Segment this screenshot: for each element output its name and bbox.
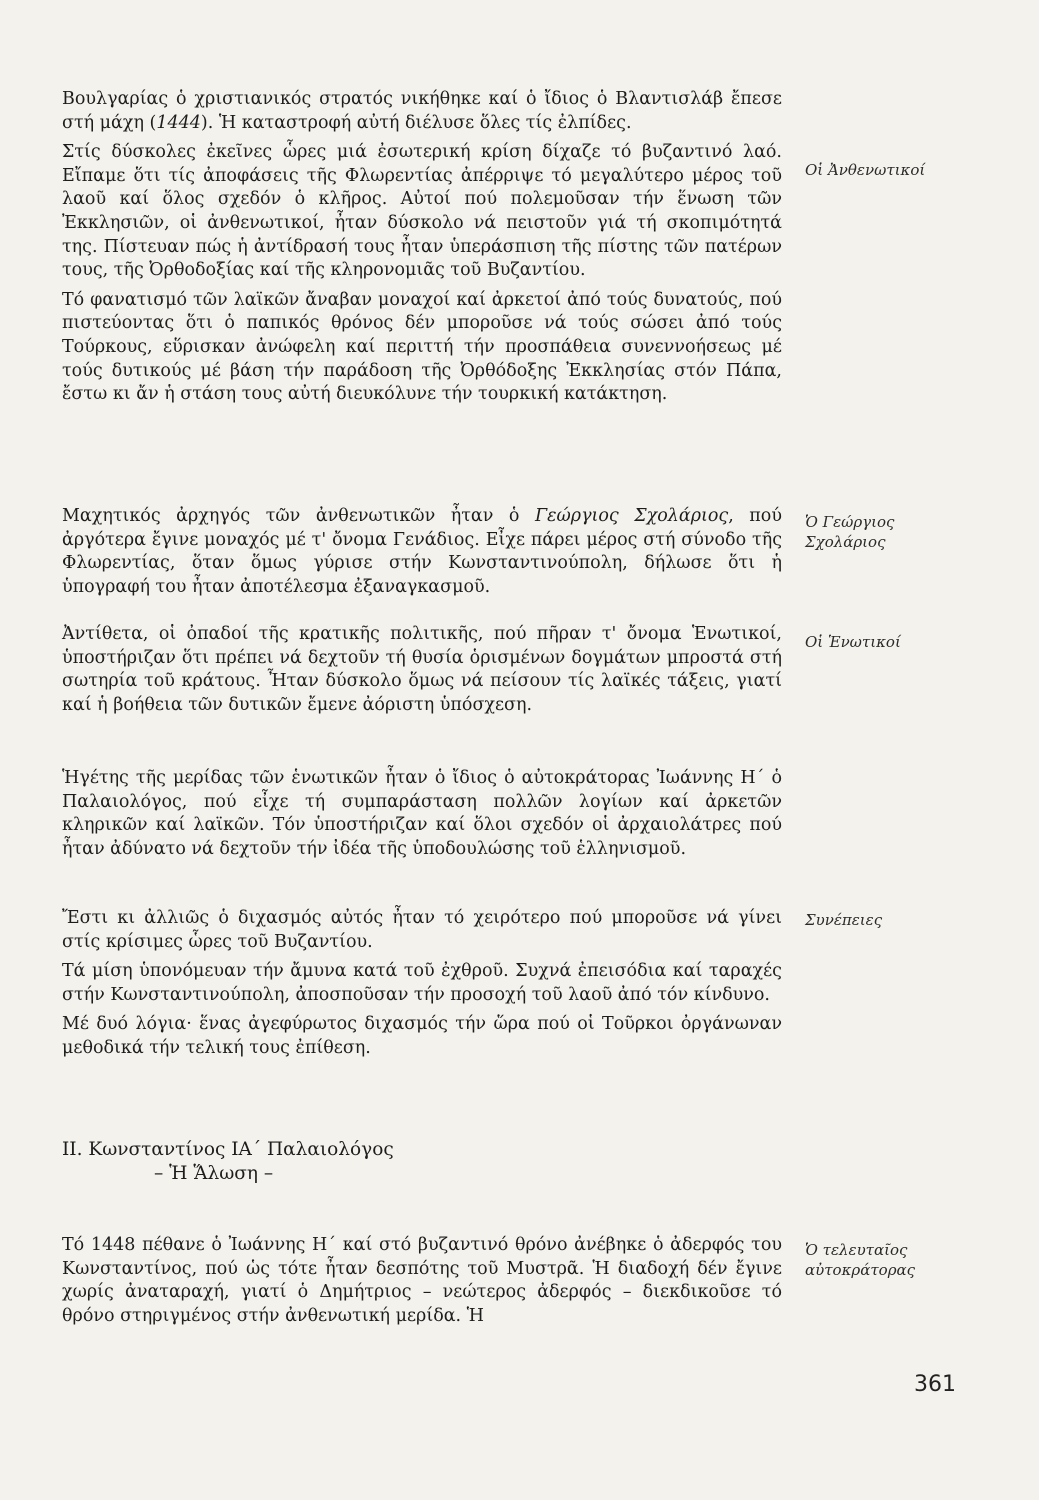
text-block-6 xyxy=(62,1234,782,1334)
margin-note-enotikoi: Οἱ Ἑνωτικοί xyxy=(805,633,901,651)
paragraph-4 xyxy=(62,505,782,599)
text-block-5 xyxy=(62,907,782,1067)
paragraph-8: Τά μίση ὑπονόμευαν τήν ἄμυνα κατά τοῦ ἐχθροῦ. Συχνά ἐπεισόδια καί ταραχές στήν Κωνσταντινούπολη, ἀποσποῦσαν τήν προσοχή τοῦ λαοῦ ἀπό τόν κίνδυνο. xyxy=(62,961,782,1005)
margin-note-synepeies: Συνέπειες xyxy=(805,911,883,929)
text-block-2 xyxy=(62,505,782,605)
name-georgios-scholarios: Γεώργιος Σχολάριος xyxy=(534,506,729,526)
paragraph-9: Μέ δυό λόγια· ἕνας ἀγεφύρωτος διχασμός τήν ὥρα πού οἱ Τοῦρκοι ὀργάνωναν μεθοδικά τήν τελική τους ἐπίθεση. xyxy=(62,1014,782,1058)
paragraph-6: Ἡγέτης τῆς μερίδας τῶν ἑνωτικῶν ἦταν ὁ ἴδιος ὁ αὐτοκράτορας Ἰωάννης Η΄ ὁ Παλαιολόγος, πού εἶχε τή συμπαράσταση πολλῶν λογίων καί ἀρκετῶν κληρικῶν καί λαϊκῶν. Τόν ὑποστήριζαν καί ὅλοι σχεδόν οἱ ἀρχαιολάτρες πού ἦταν ἀδύνατο νά δεχτοῦν τήν ἰδέα τῆς ὑποδουλώσης τοῦ ἑλληνισμοῦ. xyxy=(62,768,782,859)
paragraph-2: Στίς δύσκολες ἐκεῖνες ὧρες μιά ἐσωτερική κρίση δίχαζε τό βυζαντινό λαό. Εἴπαμε ὅτι τίς ἀποφάσεις τῆς Φλωρεντίας ἀπέρριψε τό μεγαλύτερο μέρος τοῦ λαοῦ καί ὅλος σχεδόν ὁ κλῆρος. Αὐτοί πού πολεμοῦσαν τήν ἕνωση τῶν Ἐκκλησιῶν, οἱ ἀνθενωτικοί, ἦταν δύσκολο νά πειστοῦν γιά τή σκοπιμότητά της. Πίστευαν πώς ἡ ἀντίδρασή τους ἦταν ὑπεράσπιση τῆς πίστης τῶν πατέρων τους, τῆς Ὀρθοδοξίας καί τῆς κληρονομιᾶς τοῦ Βυζαντίου. xyxy=(62,142,782,281)
year-1444: 1444 xyxy=(156,112,201,133)
paragraph-4-text-a: Μαχητικός ἀρχηγός τῶν ἀνθενωτικῶν ἦταν ὁ xyxy=(62,506,535,526)
section-title: ΙΙ. Κωνσταντίνος ΙΑ΄ Παλαιολόγος xyxy=(62,1139,394,1160)
paragraph-3: Τό φανατισμό τῶν λαϊκῶν ἄναβαν μοναχοί καί ἀρκετοί ἀπό τούς δυνατούς, πού πιστεύοντας ὅτι ὁ παπικός θρόνος δέν μποροῦσε νά τούς σώσει ἀπό τούς Τούρκους, εὕρισκαν ἀνώφελη καί περιττή τήν προσπάθεια συνεννοήσεως μέ τούς δυτικούς μέ βάση τήν παράδοση τῆς Ὀρθόδοξης Ἐκκλησίας στόν Πάπα, ἔστω κι ἄν ἡ στάση τους αὐτή διευκόλυνε τήν τουρκική κατάκτηση. xyxy=(62,289,782,405)
page-number: 361 xyxy=(914,1372,956,1397)
margin-note-teleutaios: Ὁ τελευταῖος αὐτοκράτορας xyxy=(805,1241,916,1279)
paragraph-1-text-b: ). Ἡ καταστροφή αὐτή διέλυσε ὅλες τίς ἐλπίδες. xyxy=(200,112,632,133)
text-block-1 xyxy=(62,88,782,413)
margin-note-georgios: Ὁ Γεώργιος Σχολάριος xyxy=(805,513,895,551)
text-block-3 xyxy=(62,623,782,723)
paragraph-5: Ἀντίθετα, οἱ ὀπαδοί τῆς κρατικῆς πολιτικῆς, πού πῆραν τ' ὄνομα Ἑνωτικοί, ὑποστήριζαν ὅτι πρέπει νά δεχτοῦν τή θυσία ὁρισμένων δογμάτων μπροστά στή σωτηρία τοῦ κράτους. Ἦταν δύσκολο ὅμως νά πείσουν τίς λαϊκές τάξεις, γιατί καί ἡ βοήθεια τῶν δυτικῶν ἔμενε ἀόριστη ὑπόσχεση. xyxy=(62,624,782,715)
paragraph-4-text-b: , πού ἀργότερα ἔγινε μοναχός μέ τ' ὄνομα Γενάδιος. Εἶχε πάρει μέρος στή σύνοδο τῆς Φλωρεντίας, ὅταν ὅμως γύρισε στήν Κωνσταντινούπολη, δήλωσε ὅτι ἡ ὑπογραφή του ἦταν ἀποτέλεσμα ἐξαναγκασμοῦ. xyxy=(62,506,782,597)
text-block-4 xyxy=(62,767,782,867)
paragraph-1-text-a: Βουλγαρίας ὁ χριστιανικός στρατός νικήθηκε καί ὁ ἴδιος ὁ Βλαντισλάβ ἔπεσε στή μάχη ( xyxy=(62,89,782,133)
paragraph-7: Ἔστι κι ἀλλιῶς ὁ διχασμός αὐτός ἦταν τό χειρότερο πού μποροῦσε νά γίνει στίς κρίσιμες ὧρες τοῦ Βυζαντίου. xyxy=(62,908,782,952)
paragraph-1 xyxy=(62,88,782,135)
margin-note-anthenotikoi: Οἱ Ἀνθενωτικοί xyxy=(805,161,926,179)
section-subtitle: – Ἡ Ἅλωση – xyxy=(154,1163,274,1184)
paragraph-10: Τό 1448 πέθανε ὁ Ἰωάννης Η΄ καί στό βυζαντινό θρόνο ἀνέβηκε ὁ ἀδερφός του Κωνσταντίνος, πού ὡς τότε ἦταν δεσπότης τοῦ Μυστρᾶ. Ἡ διαδοχή δέν ἔγινε χωρίς ἀναταραχή, γιατί ὁ Δημήτριος – νεώτερος ἀδερφός – διεκδικοῦσε τό θρόνο στηριγμένος στήν ἀνθενωτική μερίδα. Ἡ xyxy=(62,1235,782,1326)
section-heading xyxy=(62,1138,622,1186)
